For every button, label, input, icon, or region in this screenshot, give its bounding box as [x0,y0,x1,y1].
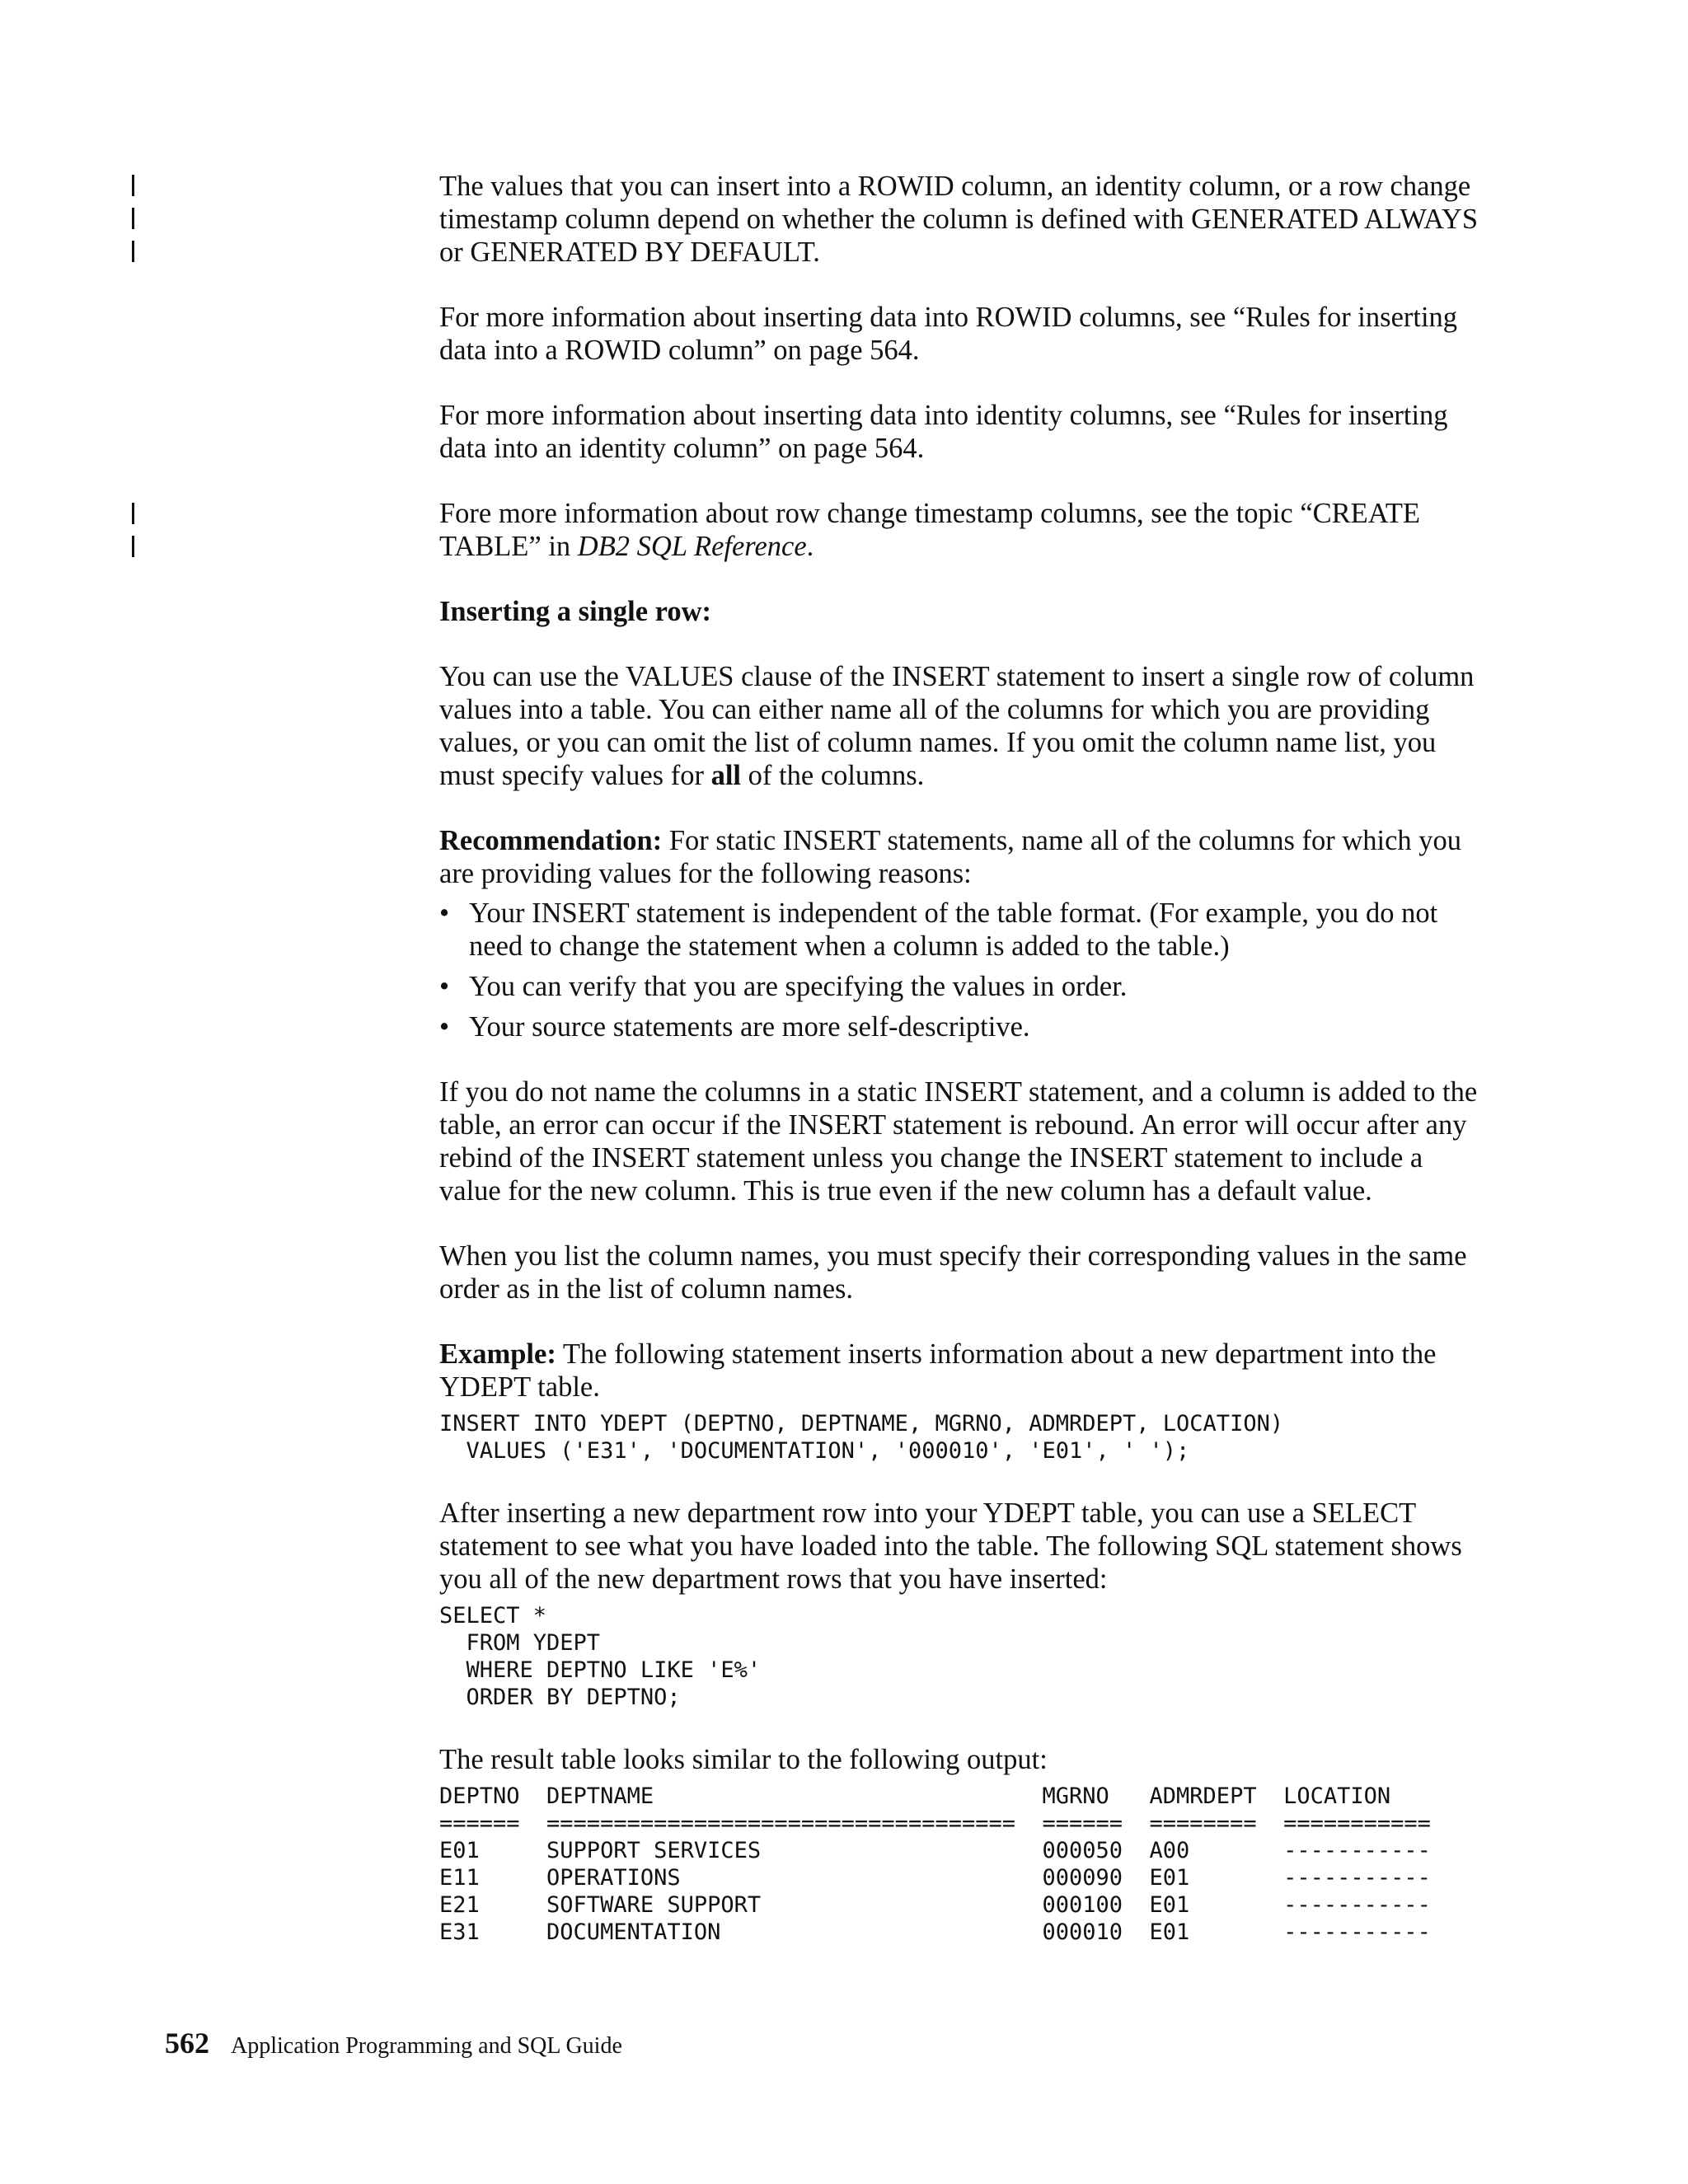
change-bar [132,175,134,196]
paragraph-example [439,1338,1478,1404]
list-item [439,970,1478,1003]
change-bar [132,241,134,262]
paragraph-identity-info: For more information about inserting data into identity columns, see “Rules for inserting data into an identity column” on page 564. [439,400,1448,464]
paragraph-select-intro: After inserting a new department row into your YDEPT table, you can use a SELECT statement to see what you have loaded into the table. The following SQL statement shows you all of the new department rows that you have inserted: [439,1497,1462,1595]
book-reference: DB2 SQL Reference [577,531,807,562]
page-footer [165,2026,622,2060]
list-item-text: Your source statements are more self-descriptive. [469,1011,1030,1043]
text-span: The following statement inserts information about a new department into the YDEPT table. [439,1338,1437,1403]
text-span: . [806,531,814,562]
code-select-statement: SELECT * FROM YDEPT WHERE DEPTNO LIKE 'E%' ORDER BY DEPTNO; [439,1603,762,1710]
bullet-icon: • [439,1011,450,1043]
emphasis-all: all [710,760,742,791]
text-span: For static INSERT statements, name all of the columns for which you are providing values for the following reasons: [439,825,1462,889]
paragraph-values-clause [439,660,1478,792]
change-bar [132,536,134,557]
bullet-icon: • [439,971,450,1002]
change-bar [132,503,134,524]
text-span: You can use the VALUES clause of the INSERT statement to insert a single row of column values into a table. You can either name all of the columns for which you are providing values, or you can omit the list of column names. If you omit the column name list, you must specify values for [439,661,1475,791]
book-title: Application Programming and SQL Guide [231,2033,622,2059]
change-bar [132,208,134,229]
paragraph-rebind-error: If you do not name the columns in a static INSERT statement, and a column is added to the table, an error can occur if the INSERT statement is rebound. An error will occur after any rebind of the INSERT statement unless you change the INSERT statement to include a value for the new column. This is true even if the new column has a default value. [439,1076,1478,1207]
list-item-text: You can verify that you are specifying the values in order. [469,971,1128,1002]
paragraph-result-intro: The result table looks similar to the following output: [439,1744,1048,1775]
paragraph-timestamp-info [439,497,1478,563]
text-span: of the columns. [741,760,925,791]
reasons-list [439,897,1478,1043]
list-item [439,1010,1478,1043]
list-item-text: Your INSERT statement is independent of the table format. (For example, you do not need to change the statement when a column is added to the table.) [469,898,1438,962]
code-insert-statement: INSERT INTO YDEPT (DEPTNO, DEPTNAME, MGRNO, ADMRDEPT, LOCATION) VALUES ('E31', 'DOCUMENTATION', '000010', 'E01', ' '); [439,1411,1284,1464]
text-span: Fore more information about row change timestamp columns, see the topic “CREATE TABLE” in [439,498,1420,562]
page-body [439,170,1478,1978]
code-result-table: DEPTNO DEPTNAME MGRNO ADMRDEPT LOCATION ====== =================================== ====== ======== =========== E01 SUPPORT SERVICES 000050 A00 ----------- E11 OPERATIONS 000090 E01 ----------- E21 SOFTWARE SUPPORT 000100 E01 ----------- E31 DOCUMENTATION 000010 E01 ----------- [439,1783,1431,1945]
paragraph-column-order: When you list the column names, you must specify their corresponding values in the same order as in the list of column names. [439,1240,1467,1305]
bullet-icon: • [439,898,450,929]
recommendation-label: Recommendation: [439,825,663,856]
section-heading: Inserting a single row: [439,596,711,627]
paragraph-recommendation [439,824,1478,890]
example-label: Example: [439,1338,556,1370]
paragraph-generated-columns: The values that you can insert into a ROWID column, an identity column, or a row change timestamp column depend on whether the column is defined with GENERATED ALWAYS or GENERATED BY DEFAULT. [439,171,1479,268]
page-number: 562 [165,2027,209,2060]
paragraph-rowid-info: For more information about inserting data into ROWID columns, see “Rules for inserting data into a ROWID column” on page 564. [439,302,1458,366]
list-item [439,897,1478,963]
